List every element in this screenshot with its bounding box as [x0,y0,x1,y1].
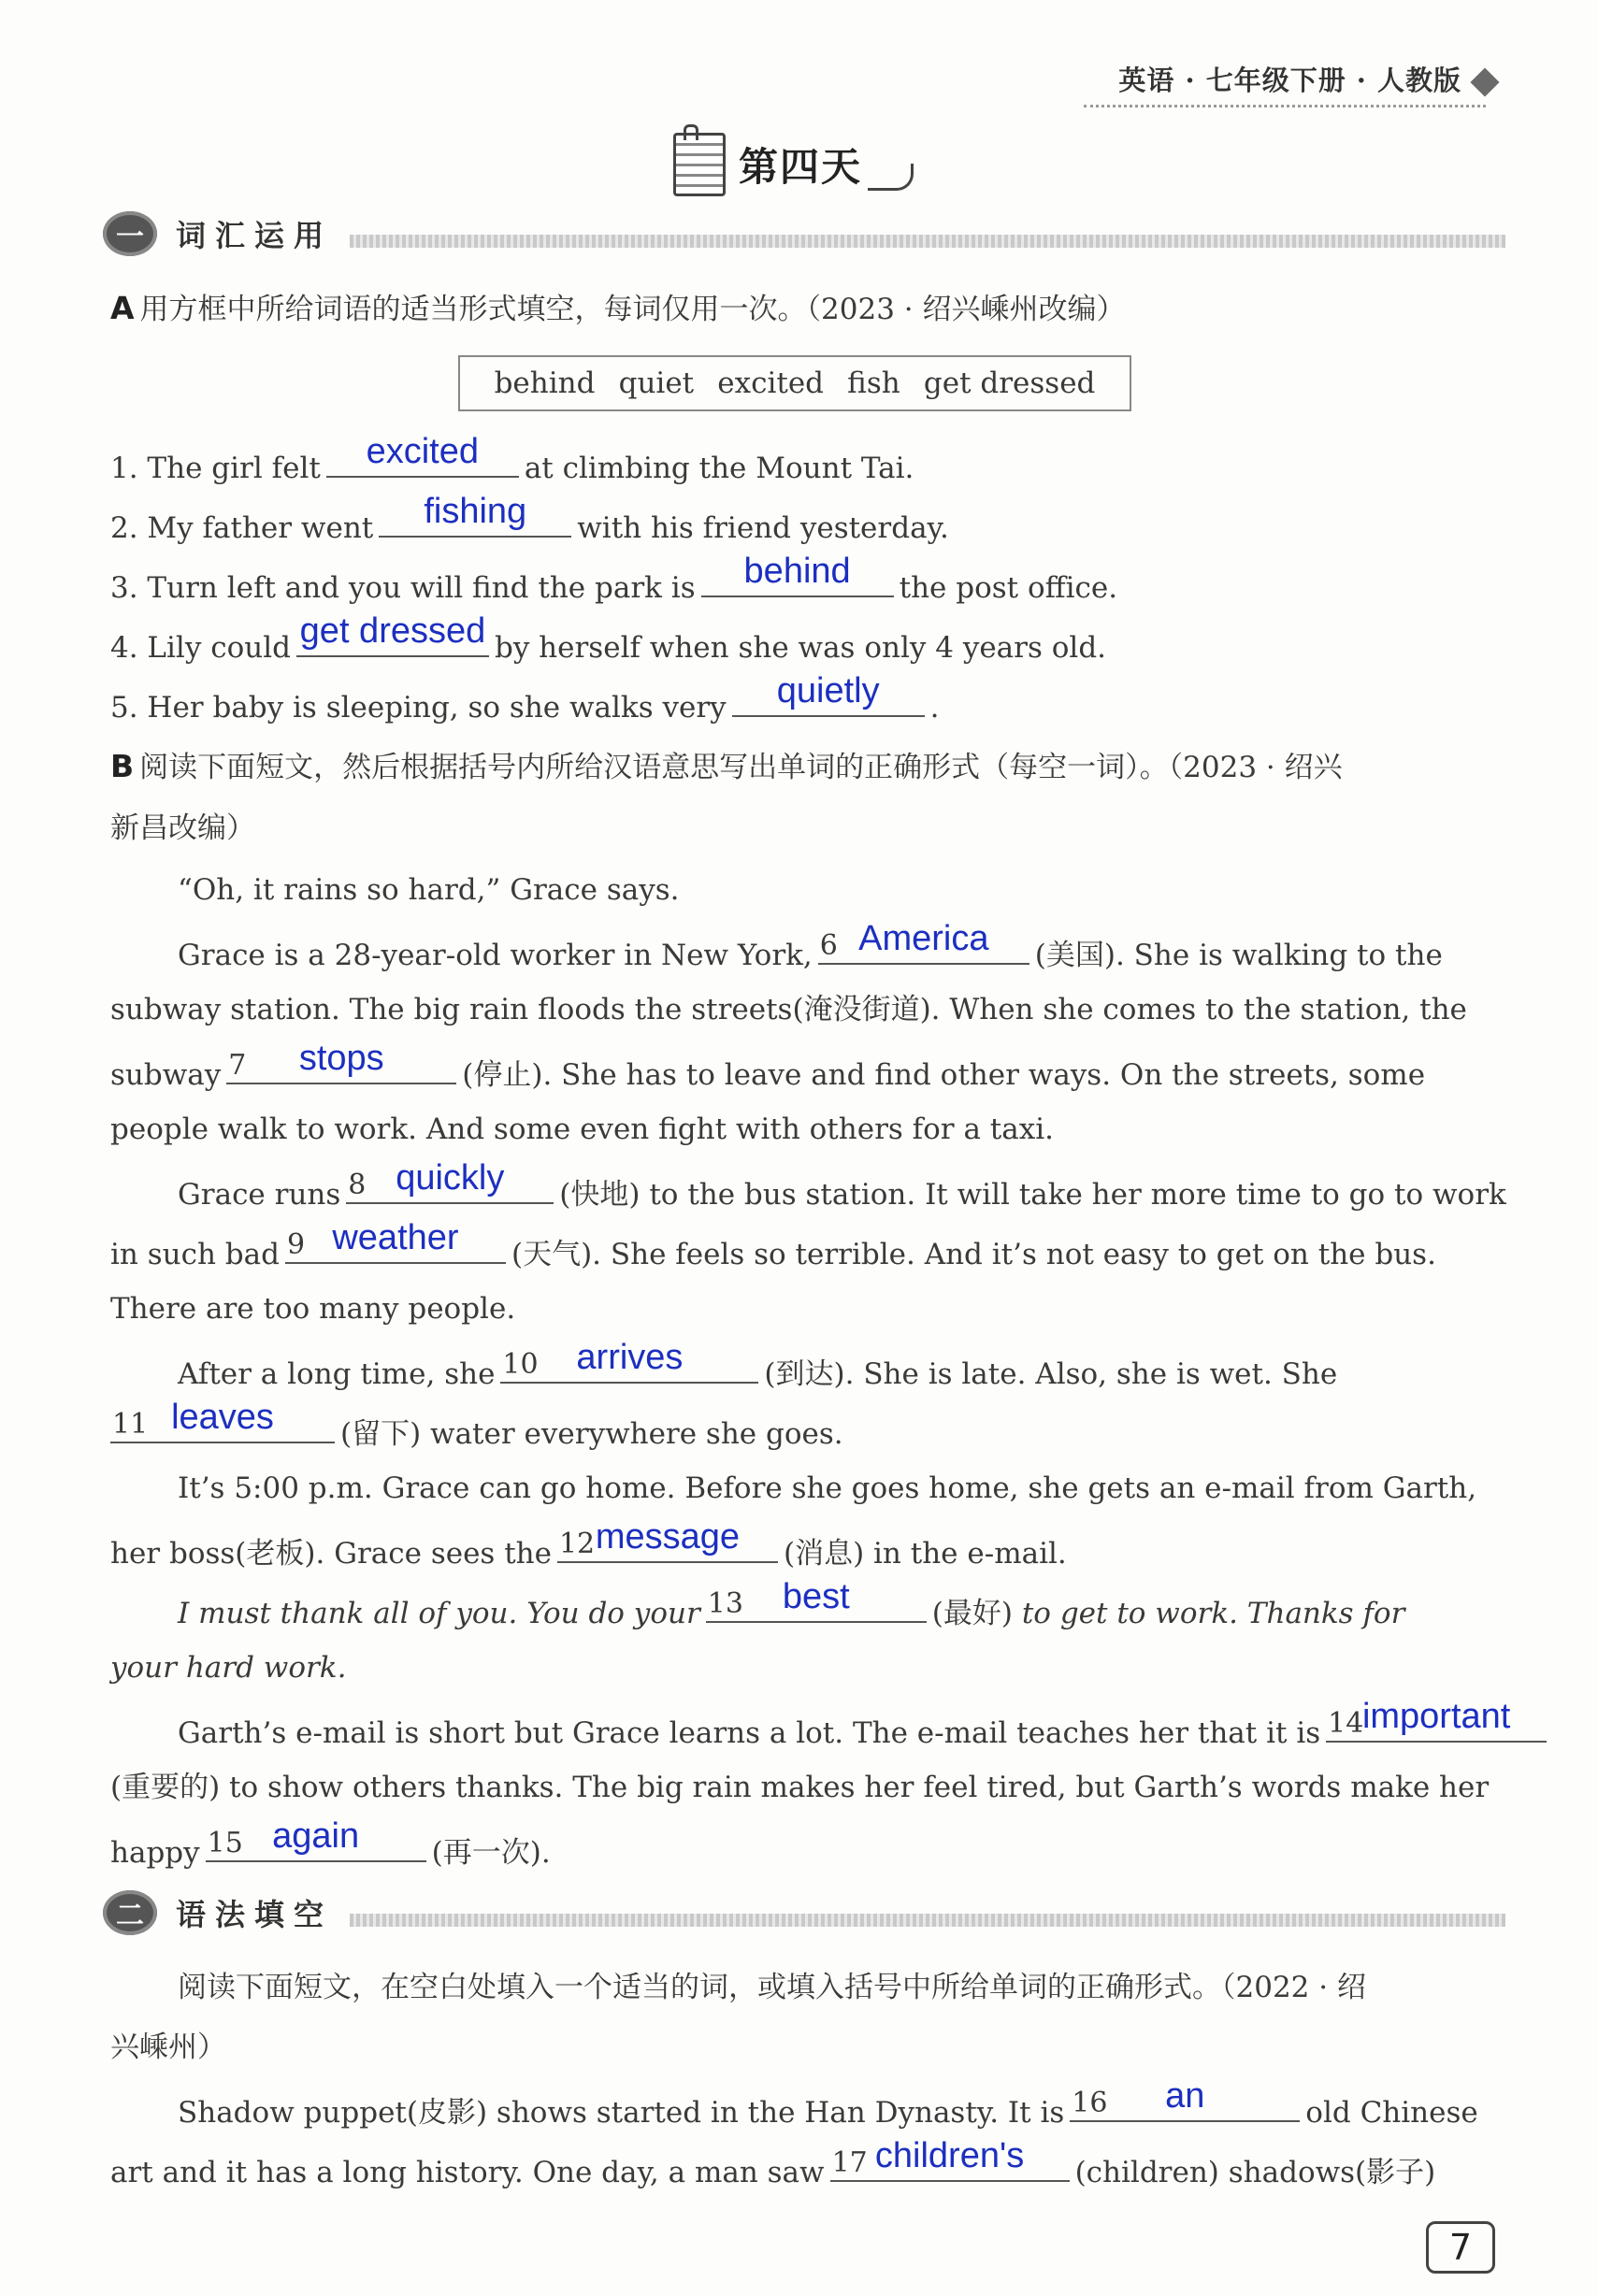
answer-blank-7[interactable]: 7 stops [226,1051,456,1084]
day-title-text: 第四天 [739,144,863,190]
book-title: 英语 · 七年级下册 · 人教版 [1118,65,1461,96]
question-4: 4. Lily could get dressed by herself when she was only 4 years old. [110,611,1107,665]
book-header [1118,60,1495,98]
header-divider [1084,105,1486,108]
question-5: 5. Her baby is sleeping, so she walks very quietly . [110,671,940,725]
answer-blank-13[interactable]: 13 best [706,1589,927,1623]
part-a-label: A [110,290,135,326]
answer-blank-9[interactable]: 9 weather [285,1230,506,1264]
word-box-item: fish [847,366,900,400]
passage-line: art and it has a long history. One day, a man saw 17 children's (children) shadows(影子) [110,2136,1436,2189]
passage-line: 11 leaves (留下) water everywhere she goes. [112,1398,843,1451]
section2-instruction-cont: 兴嵊州） [110,2031,226,2064]
part-b-instruction: B 阅读下面短文，然后根据括号内所给汉语意思写出单词的正确形式（每空一词）。（2023 · 绍兴 [110,748,1343,784]
answer-blank-12[interactable]: 12 message [557,1529,778,1563]
question-3: 3. Turn left and you will find the park is behind the post office. [110,552,1118,605]
question-1: 1. The girl felt excited at climbing the Mount Tai. [110,432,914,485]
title-flourish [868,164,914,191]
section2-instruction: 阅读下面短文，在空白处填入一个适当的词，或填入括号中所给单词的正确形式。（2022 · 绍 [178,1971,1366,2004]
answer-blank-1[interactable]: excited [326,444,519,478]
passage-line: Garth’s e-mail is short but Grace learns a lot. The e-mail teaches her that it is 14 important [178,1709,1494,1752]
section-header-vocabulary [103,206,1505,262]
part-b-label: B [110,748,135,784]
section-bar [350,1914,1505,1927]
passage-line: happy 15 again (再一次). [110,1816,551,1870]
answer-blank-16[interactable]: 16 an [1070,2088,1300,2122]
page-number: 7 [1426,2221,1495,2274]
answer-blank-17[interactable]: 17 children's [830,2148,1070,2182]
answer-blank-10[interactable]: 10 arrives [500,1350,758,1384]
word-box-item: get dressed [923,366,1096,400]
passage-line: (重要的) to show others thanks. The big rain makes her feel tired, but Garth’s words make her [110,1771,1490,1804]
passage-line: “Oh, it rains so hard,” Grace says. [178,873,680,907]
passage-line: subway 7 stops (停止). She has to leave and find other ways. On the streets, some [110,1039,1426,1092]
answer-blank-6[interactable]: 6 America [818,931,1029,965]
answer-blank-3[interactable]: behind [701,564,894,597]
section-number-badge: 一 [103,211,157,256]
answer-blank-8[interactable]: 8 quickly [346,1170,554,1204]
answer-blank-5[interactable]: quietly [732,683,925,717]
passage-line: her boss(老板). Grace sees the 12 message (消息) in the e-mail. [110,1517,1067,1571]
passage-line: subway station. The big rain floods the streets(淹没街道). When she comes to the station, the [110,993,1467,1026]
word-box-item: quiet [618,366,695,400]
answer-blank-15[interactable]: 15 again [206,1829,426,1862]
passage-line: people walk to work. And some even fight with others for a taxi. [110,1112,1054,1146]
word-box-item: excited [717,366,825,400]
section-title: 词汇运用 [176,218,334,253]
passage-line: your hard work. [110,1651,347,1685]
part-a-instruction: A 用方框中所给词语的适当形式填空，每词仅用一次。（2023 · 绍兴嵊州改编） [110,290,1126,326]
word-box-item: behind [494,366,596,400]
passage-line: I must thank all of you. You do your 13 best (最好) to get to work. Thanks for [178,1577,1405,1630]
answer-blank-4[interactable]: get dressed [296,624,489,657]
passage-line: Grace runs 8 quickly (快地) to the bus station. It will take her more time to go to work [178,1158,1506,1212]
passage-line: Shadow puppet(皮影) shows started in the Han Dynasty. It is 16 an old Chinese [178,2076,1478,2130]
answer-blank-11[interactable]: 11 leaves [110,1410,335,1443]
section-number-badge: 二 [103,1890,157,1935]
word-box [458,355,1131,411]
day-title [673,133,914,196]
answer-blank-2[interactable]: fishing [379,504,571,538]
passage-line: After a long time, she 10 arrives (到达). She is late. Also, she is wet. She [178,1338,1338,1391]
notebook-icon [673,133,726,196]
passage-line: in such bad 9 weather (天气). She feels so terrible. And it’s not easy to get on the bus. [110,1218,1436,1271]
section-header-grammar [103,1885,1505,1941]
section-bar [350,235,1505,248]
passage-line: There are too many people. [110,1292,516,1326]
passage-line: It’s 5:00 p.m. Grace can go home. Before she goes home, she gets an e-mail from Garth, [178,1471,1477,1505]
answer-blank-14[interactable]: 14 important [1326,1709,1547,1743]
passage-line: Grace is a 28-year-old worker in New York, 6 America (美国). She is walking to the [178,919,1443,972]
part-b-instruction-cont: 新昌改编） [110,811,255,845]
section-title: 语法填空 [176,1897,334,1932]
diamond-icon [1470,67,1499,96]
question-2: 2. My father went fishing with his friend yesterday. [110,492,949,545]
